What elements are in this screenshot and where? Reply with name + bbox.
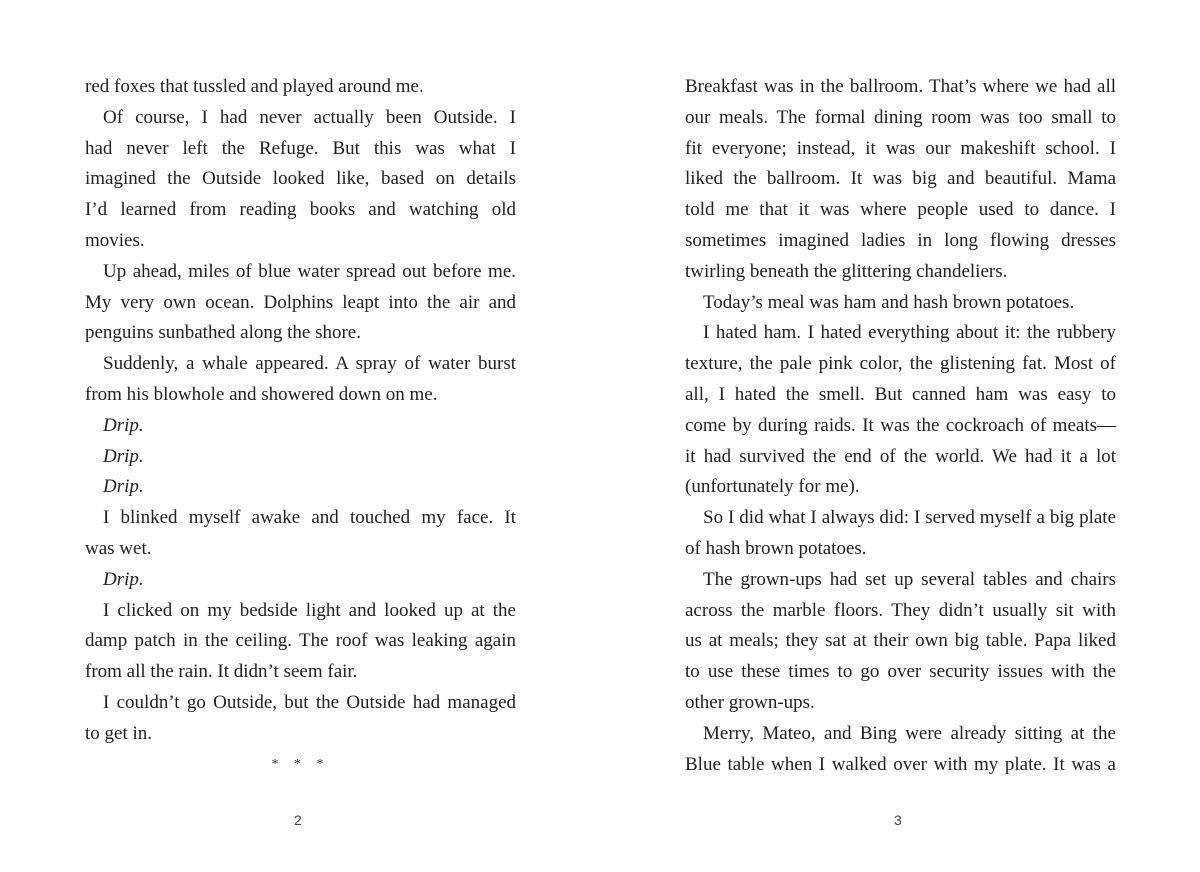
right-page-text xyxy=(685,72,1116,780)
page-number-left: 2 xyxy=(294,812,303,828)
text-line: of hash brown potatoes. xyxy=(685,537,867,559)
text-line: Breakfast was in the ballroom. That’s where we had all xyxy=(685,76,1116,97)
text-line: My very own ocean. Dolphins leapt into the air and xyxy=(85,291,516,313)
text-line: penguins sunbathed along the shore. xyxy=(85,322,361,344)
text-line: our meals. The formal dining room was too small to xyxy=(685,106,1116,128)
text-line: Drip. xyxy=(103,476,144,498)
text-line: red foxes that tussled and played around me. xyxy=(85,76,424,97)
text-line: twirling beneath the glittering chandeliers. xyxy=(685,260,1008,282)
text-line: The grown-ups had set up several tables and chairs xyxy=(703,568,1116,590)
text-line: (unfortunately for me). xyxy=(685,476,860,498)
text-line: Blue table when I walked over with my plate. It was a xyxy=(685,753,1116,775)
text-line: Drip. xyxy=(103,414,144,436)
text-line: texture, the pale pink color, the glistening fat. Most of xyxy=(685,353,1116,375)
text-line: Suddenly, a whale appeared. A spray of water burst xyxy=(103,353,516,375)
text-line: from all the rain. It didn’t seem fair. xyxy=(85,661,358,683)
text-line: imagined the Outside looked like, based on details xyxy=(85,168,516,190)
text-line: fit everyone; instead, it was our makeshift school. I xyxy=(685,137,1116,159)
text-line: from his blowhole and showered down on me. xyxy=(85,383,438,405)
text-line: I clicked on my bedside light and looked up at the xyxy=(103,599,516,621)
text-line: Drip. xyxy=(103,568,144,590)
text-line: Drip. xyxy=(103,445,144,467)
text-line: had never left the Refuge. But this was what I xyxy=(85,137,516,159)
text-line: told me that it was where people used to dance. I xyxy=(685,199,1116,221)
text-line: I couldn’t go Outside, but the Outside had managed xyxy=(103,691,516,713)
text-line: to get in. xyxy=(85,722,153,744)
page-number-right: 3 xyxy=(894,812,903,828)
section-break: * * * xyxy=(271,757,330,772)
text-line: us at meals; they sat at their own big table. Papa liked xyxy=(685,630,1116,652)
text-line: movies. xyxy=(85,229,145,251)
text-line: was wet. xyxy=(85,537,152,559)
text-line: all, I hated the smell. But canned ham was easy to xyxy=(685,383,1116,405)
text-line: I blinked myself awake and touched my face. It xyxy=(103,507,516,529)
text-line: sometimes imagined ladies in long flowing dresses xyxy=(685,229,1116,251)
text-line: liked the ballroom. It was big and beautiful. Mama xyxy=(685,168,1116,190)
left-page-text xyxy=(85,72,516,750)
text-line: I hated ham. I hated everything about it: the rubbery xyxy=(703,322,1116,344)
text-line: other grown-ups. xyxy=(685,691,815,713)
text-line: it had survived the end of the world. We had it a lot xyxy=(685,445,1116,467)
text-line: I’d learned from reading books and watching old xyxy=(85,199,516,221)
text-line: Merry, Mateo, and Bing were already sitting at the xyxy=(703,722,1116,744)
text-line: to use these times to go over security issues with the xyxy=(685,661,1116,683)
text-line: Of course, I had never actually been Outside. I xyxy=(103,106,516,128)
text-line: damp patch in the ceiling. The roof was leaking again xyxy=(85,630,516,652)
text-line: come by during raids. It was the cockroach of meats— xyxy=(685,414,1116,436)
text-line: Up ahead, miles of blue water spread out before me. xyxy=(103,260,516,282)
text-line: across the marble floors. They didn’t usually sit with xyxy=(685,599,1116,621)
text-line: Today’s meal was ham and hash brown potatoes. xyxy=(703,291,1075,313)
text-line: So I did what I always did: I served myself a big plate xyxy=(703,507,1116,529)
